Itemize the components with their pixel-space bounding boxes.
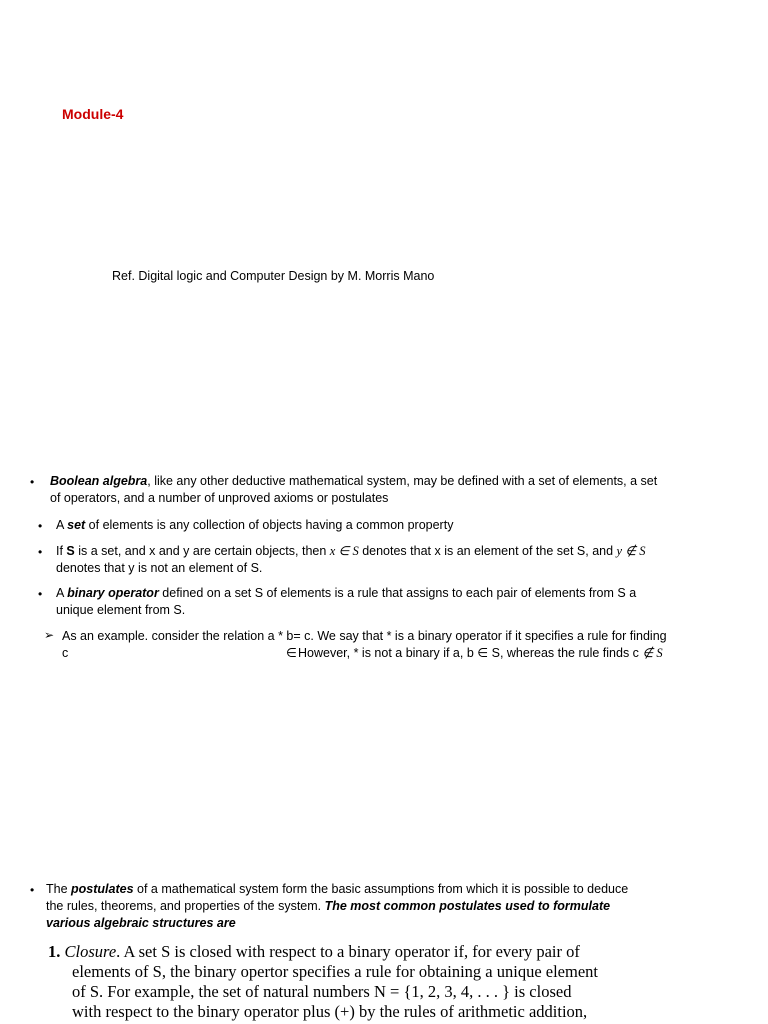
- emphasis-postulates: various algebraic structures are: [46, 916, 236, 930]
- text: The: [46, 882, 72, 896]
- reference-line: Ref. Digital logic and Computer Design by M. Morris Mano: [112, 269, 435, 283]
- term-postulates: postulates: [71, 882, 134, 896]
- closure-postulate: [48, 942, 652, 1022]
- text: is a set, and x and y are certain objects, then: [74, 544, 330, 558]
- bullet-marker: •: [38, 519, 43, 533]
- text: , like any other deductive mathematical system, may be defined with a set of elements, a set: [147, 474, 658, 488]
- text: However, * is not a binary if a, b ∈ S, whereas the rule finds c: [298, 646, 643, 660]
- text: of elements is any collection of objects having a common property: [85, 518, 454, 532]
- term-binary-operator: binary operator: [67, 586, 159, 600]
- text: A: [56, 518, 68, 532]
- term-set: set: [67, 518, 86, 532]
- membership-definition: [56, 543, 716, 577]
- term-boolean-algebra: Boolean algebra: [50, 474, 148, 488]
- text: unique element from S.: [56, 603, 186, 617]
- binary-operator-definition: [56, 585, 716, 619]
- text: A: [56, 586, 68, 600]
- text: with respect to the binary operator plus (+) by the rules of arithmetic addition,: [72, 1002, 588, 1021]
- text: denotes that x is an element of the set S, and: [358, 544, 617, 558]
- bullet-marker: •: [38, 545, 43, 559]
- set-definition: [56, 517, 706, 534]
- text: ∈: [286, 646, 297, 660]
- text: S: [66, 544, 75, 558]
- binary-operator-example: [62, 628, 722, 662]
- text: If: [56, 544, 67, 558]
- math-c-not-in-s: ∉ S: [642, 646, 663, 660]
- text: denotes that y is not an element of S.: [56, 561, 263, 575]
- bullet-marker: •: [30, 883, 35, 897]
- arrow-bullet-icon: ➢: [44, 628, 55, 642]
- text: the rules, theorems, and properties of the system.: [46, 899, 325, 913]
- emphasis-postulates: The most common postulates used to formulate: [324, 899, 611, 913]
- postulates-intro: [46, 881, 670, 932]
- math-x-in-s: x ∈ S: [329, 544, 359, 558]
- text: of operators, and a number of unproved axioms or postulates: [50, 491, 389, 505]
- text: c: [62, 646, 69, 660]
- math-y-not-in-s: y ∉ S: [616, 544, 646, 558]
- text: . A set S is closed with respect to a binary operator if, for every pair of: [116, 942, 580, 961]
- bullet-marker: •: [38, 587, 43, 601]
- boolean-algebra-definition: [50, 473, 700, 507]
- text: of S. For example, the set of natural numbers N = {1, 2, 3, 4, . . . } is closed: [72, 982, 572, 1001]
- text: defined on a set S of elements is a rule that assigns to each pair of elements from S a: [158, 586, 637, 600]
- postulate-number: 1.: [48, 942, 61, 961]
- text: elements of S, the binary opertor specifies a rule for obtaining a unique element: [72, 962, 598, 981]
- module-title: Module-4: [62, 106, 124, 122]
- text: of a mathematical system form the basic assumptions from which it is possible to deduce: [133, 882, 629, 896]
- text: As an example. consider the relation a * b= c. We say that * is a binary operator if it specifies a rule for finding: [62, 629, 667, 643]
- bullet-marker: •: [30, 475, 35, 489]
- term-closure: Closure: [64, 942, 117, 961]
